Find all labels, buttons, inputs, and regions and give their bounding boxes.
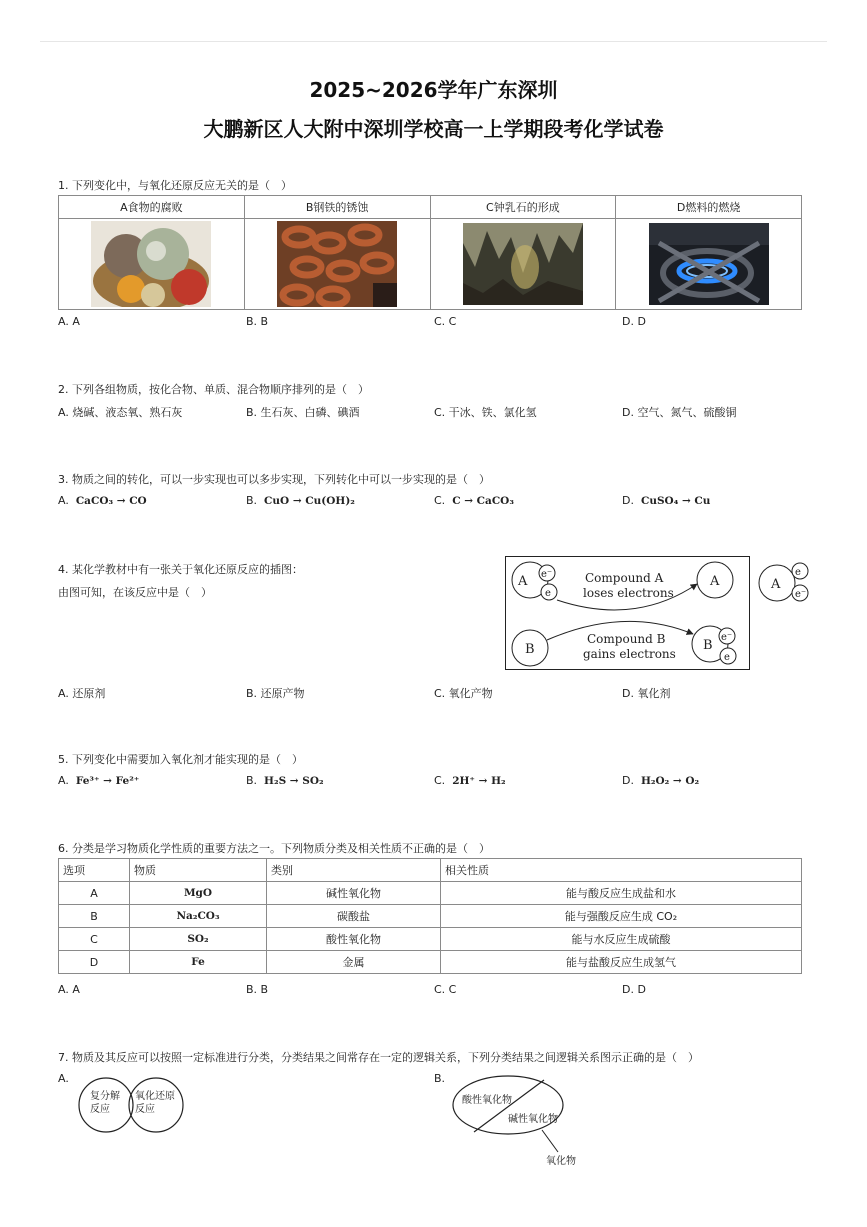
q6-option-d[interactable]: D. D xyxy=(622,983,646,996)
table-row xyxy=(59,928,802,951)
q5-option-c-letter: C. xyxy=(434,774,446,787)
q5-option-a-letter: A. xyxy=(58,774,69,787)
diagram-label-b-right: B xyxy=(703,638,713,653)
table-header-a: A食物的腐败 xyxy=(59,196,245,219)
exam-title-line2: 大鹏新区人大附中深圳学校高一上学期段考化学试卷 xyxy=(203,117,664,141)
q3-option-c[interactable] xyxy=(434,494,514,507)
table-header-property: 相关性质 xyxy=(441,859,802,882)
venn-right-line1: 氧化还原 xyxy=(135,1091,175,1102)
q5-option-d-formula: H₂O₂ → O₂ xyxy=(640,775,700,787)
top-divider xyxy=(40,41,827,42)
table-header-d: D燃料的燃烧 xyxy=(616,196,802,219)
q1-option-c[interactable]: C. C xyxy=(434,315,457,328)
q2-option-b[interactable]: B. 生石灰、白磷、碘酒 xyxy=(246,406,360,419)
venn-diagram-option-a xyxy=(72,1076,192,1134)
q5-option-a-formula: Fe³⁺ → Fe²⁺ xyxy=(75,775,140,787)
diagram-electron-6: e⁻ xyxy=(795,589,807,600)
table-header-option: 选项 xyxy=(59,859,130,882)
table-cell: 能与酸反应生成盐和水 xyxy=(441,882,802,905)
table-cell: 能与盐酸反应生成氢气 xyxy=(441,951,802,974)
q5-option-c-formula: 2H⁺ → H₂ xyxy=(452,775,506,787)
q3-option-a-formula: CaCO₃ → CO xyxy=(75,495,147,507)
q4-option-a[interactable]: A. 还原剂 xyxy=(58,687,106,700)
oxide-acidic-label: 酸性氧化物 xyxy=(462,1095,512,1106)
question-1-stem: 1. 下列变化中，与氧化还原反应无关的是（ ） xyxy=(58,179,292,192)
table-cell: 金属 xyxy=(267,951,441,974)
q2-option-d[interactable]: D. 空气、氮气、硫酸铜 xyxy=(622,406,737,419)
table-cell: 能与水反应生成硫酸 xyxy=(441,928,802,951)
question-3-stem: 3. 物质之间的转化，可以一步实现也可以多步实现，下列转化中可以一步实现的是（ ） xyxy=(58,473,490,486)
q5-option-d[interactable] xyxy=(622,774,699,787)
oxide-classification-diagram xyxy=(450,1074,590,1170)
gas-flame-image xyxy=(616,219,802,310)
table-header-b: B钢铁的锈蚀 xyxy=(244,196,430,219)
diagram-compound-b-line2: gains electrons xyxy=(583,647,676,661)
q3-option-b-letter: B. xyxy=(246,494,258,507)
q3-option-a[interactable] xyxy=(58,494,147,507)
question-4-stem-line2: 由图可知，在该反应中是（ ） xyxy=(58,586,212,599)
table-row xyxy=(59,905,802,928)
q7-option-a-label[interactable]: A. xyxy=(58,1072,69,1085)
q3-option-d-letter: D. xyxy=(622,494,634,507)
table-cell: 酸性氧化物 xyxy=(267,928,441,951)
q1-option-d[interactable]: D. D xyxy=(622,315,646,328)
q6-option-a[interactable]: A. A xyxy=(58,983,80,996)
q3-option-b[interactable] xyxy=(246,494,355,507)
stalactite-cave-image xyxy=(430,219,616,310)
table-cell: 能与强酸反应生成 CO₂ xyxy=(441,905,802,928)
table-row xyxy=(59,882,802,905)
table-cell: Na₂CO₃ xyxy=(130,905,267,928)
diagram-compound-a-line2: loses electrons xyxy=(583,586,674,600)
table-cell: 碳酸盐 xyxy=(267,905,441,928)
q3-option-a-letter: A. xyxy=(58,494,69,507)
question-1-table xyxy=(58,195,802,310)
q4-option-d[interactable]: D. 氧化剂 xyxy=(622,687,671,700)
table-header-substance: 物质 xyxy=(130,859,267,882)
table-row xyxy=(59,951,802,974)
diagram-label-b-left: B xyxy=(525,642,535,657)
diagram-compound-a-line1: Compound A xyxy=(585,571,664,585)
q4-option-c[interactable]: C. 氧化产物 xyxy=(434,687,493,700)
q5-option-b[interactable] xyxy=(246,774,324,787)
question-6-table xyxy=(58,858,802,974)
question-7-stem: 7. 物质及其反应可以按照一定标准进行分类，分类结果之间常存在一定的逻辑关系，下列分类结果之间逻辑关系图示正确的是（ ） xyxy=(58,1051,699,1064)
rotting-food-image xyxy=(59,219,245,310)
table-cell: SO₂ xyxy=(130,928,267,951)
diagram-electron-2: e xyxy=(545,588,551,599)
q4-option-b[interactable]: B. 还原产物 xyxy=(246,687,305,700)
diagram-electron-3: e⁻ xyxy=(721,632,733,643)
oxide-outer-label: 氧化物 xyxy=(546,1156,576,1167)
diagram-label-a-left: A xyxy=(518,574,528,589)
venn-left-line2: 反应 xyxy=(90,1104,110,1115)
question-5-stem: 5. 下列变化中需要加入氧化剂才能实现的是（ ） xyxy=(58,753,303,766)
diagram-label-a-outside: A xyxy=(771,577,781,592)
q5-option-b-letter: B. xyxy=(246,774,258,787)
q2-option-c[interactable]: C. 干冰、铁、氯化氢 xyxy=(434,406,537,419)
question-6-stem: 6. 分类是学习物质化学性质的重要方法之一。下列物质分类及相关性质不正确的是（ ） xyxy=(58,842,490,855)
table-cell: D xyxy=(59,951,130,974)
diagram-compound-b-line1: Compound B xyxy=(587,632,666,646)
table-cell: 碱性氧化物 xyxy=(267,882,441,905)
q3-option-d-formula: CuSO₄ → Cu xyxy=(640,495,711,507)
table-cell: C xyxy=(59,928,130,951)
diagram-electron-1: e⁻ xyxy=(541,569,553,580)
question-2-stem: 2. 下列各组物质，按化合物、单质、混合物顺序排列的是（ ） xyxy=(58,383,369,396)
q2-option-a[interactable]: A. 烧碱、液态氧、熟石灰 xyxy=(58,406,183,419)
q5-option-a[interactable] xyxy=(58,774,139,787)
q5-option-b-formula: H₂S → SO₂ xyxy=(264,775,324,787)
question-4-stem-line1: 4. 某化学教材中有一张关于氧化还原反应的插图： xyxy=(58,563,303,576)
oxide-basic-label: 碱性氧化物 xyxy=(508,1114,558,1125)
q3-option-c-formula: C → CaCO₃ xyxy=(452,495,514,507)
table-cell: Fe xyxy=(130,951,267,974)
exam-title-line1: 2025~2026学年广东深圳 xyxy=(309,78,558,102)
electron-transfer-diagram xyxy=(505,556,817,672)
q5-option-c[interactable] xyxy=(434,774,506,787)
q3-option-d[interactable] xyxy=(622,494,710,507)
diagram-label-a-right: A xyxy=(710,574,720,589)
q5-option-d-letter: D. xyxy=(622,774,634,787)
table-header-c: C钟乳石的形成 xyxy=(430,196,616,219)
q3-option-b-formula: CuO → Cu(OH)₂ xyxy=(264,495,355,507)
q7-option-b-label[interactable]: B. xyxy=(434,1072,446,1085)
table-header-category: 类别 xyxy=(267,859,441,882)
q1-option-a[interactable]: A. A xyxy=(58,315,80,328)
diagram-electron-5: e xyxy=(795,567,801,578)
venn-left-line1: 复分解 xyxy=(90,1091,120,1102)
q3-option-c-letter: C. xyxy=(434,494,446,507)
q6-option-b[interactable]: B. B xyxy=(246,983,269,996)
diagram-electron-4: e xyxy=(724,652,730,663)
q1-option-b[interactable]: B. B xyxy=(246,315,269,328)
table-cell: A xyxy=(59,882,130,905)
table-cell: MgO xyxy=(130,882,267,905)
venn-right-line2: 反应 xyxy=(135,1104,155,1115)
q6-option-c[interactable]: C. C xyxy=(434,983,457,996)
table-cell: B xyxy=(59,905,130,928)
rusty-chains-image xyxy=(244,219,430,310)
